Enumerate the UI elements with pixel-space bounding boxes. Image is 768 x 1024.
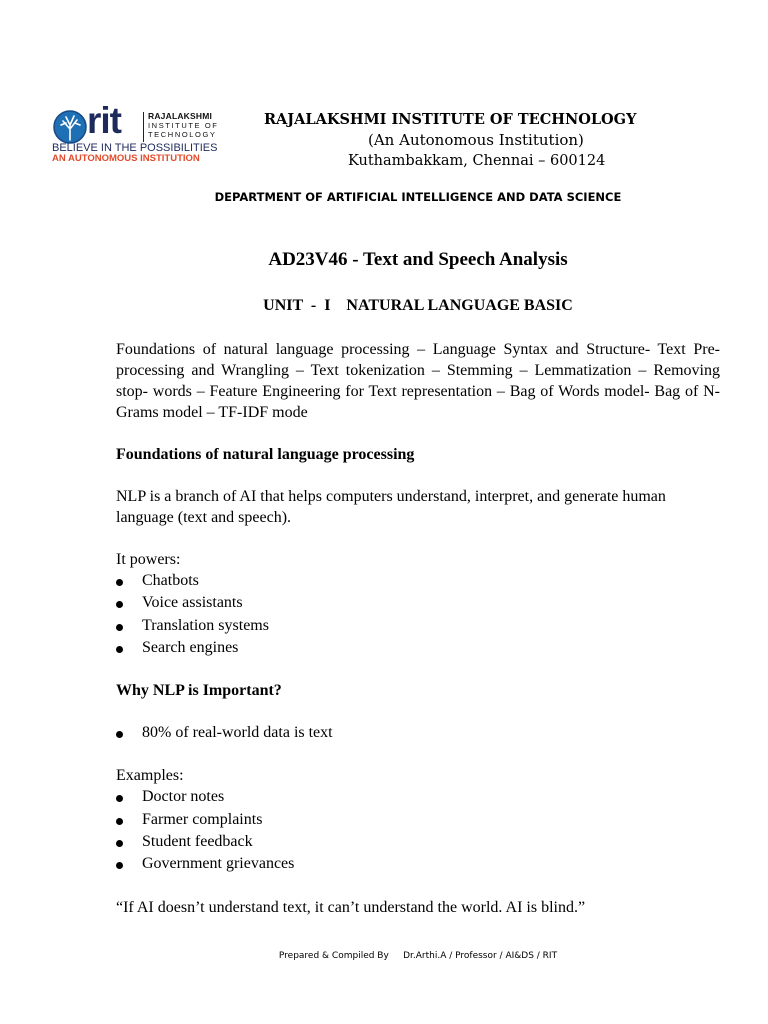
nlp-intro-paragraph: NLP is a branch of AI that helps computers understand, interpret, and generate human language (text and speech). — [116, 488, 666, 526]
course-title: AD23V46 - Text and Speech Analysis — [268, 249, 568, 270]
logo-institute-name — [148, 112, 218, 139]
section-heading-importance: Why NLP is Important? — [116, 682, 282, 700]
institute-autonomous: (An Autonomous Institution) — [368, 131, 584, 149]
institute-header — [264, 109, 664, 172]
list-item: Student feedback — [116, 831, 720, 853]
tree-emblem-icon — [52, 110, 88, 144]
list-item: Voice assistants — [116, 592, 720, 614]
list-item: Translation systems — [116, 615, 720, 637]
unit-title: UNIT - I NATURAL LANGUAGE BASIC — [263, 297, 573, 314]
logo-brand: rit — [87, 100, 121, 141]
list-item: Search engines — [116, 637, 720, 659]
powers-list — [116, 570, 720, 659]
list-item: Chatbots — [116, 570, 720, 592]
list-item: Government grievances — [116, 853, 720, 875]
list-item: Farmer complaints — [116, 809, 720, 831]
institute-name: RAJALAKSHMI INSTITUTE OF TECHNOLOGY — [264, 111, 637, 128]
logo-line3: TECHNOLOGY — [148, 130, 217, 139]
quote-paragraph: “If AI doesn’t understand text, it can’t understand the world. AI is blind.” — [116, 898, 586, 916]
page-footer: Prepared & Compiled By Dr.Arthi.A / Professor / AI&DS / RIT — [278, 951, 558, 961]
institute-logo — [52, 100, 227, 164]
syllabus-paragraph: Foundations of natural language processing – Language Syntax and Structure- Text Pre-processing and Wrangling – Text tokenization – Stemming – Lemmatization – Removing stop- words – Feature Engineering for Text representation – Bag of Words model- Bag of N-Grams model – TF-IDF mode — [116, 341, 720, 421]
logo-line1: RAJALAKSHMI — [148, 111, 213, 121]
logo-divider — [143, 112, 144, 142]
examples-label: Examples: — [116, 767, 184, 785]
logo-tagline: BELIEVE IN THE POSSIBILITIES — [52, 142, 218, 154]
logo-status: AN AUTONOMOUS INSTITUTION — [52, 153, 200, 164]
document-body — [116, 339, 720, 918]
examples-list — [116, 786, 720, 875]
logo-line2: INSTITUTE OF — [148, 121, 219, 130]
importance-list — [116, 722, 720, 744]
section-heading-foundations: Foundations of natural language processing — [116, 446, 415, 463]
powers-label: It powers: — [116, 551, 181, 568]
list-item: Doctor notes — [116, 786, 720, 808]
institute-address: Kuthambakkam, Chennai – 600124 — [348, 153, 606, 169]
department-title: DEPARTMENT OF ARTIFICIAL INTELLIGENCE AND DATA SCIENCE — [214, 190, 622, 204]
list-item: 80% of real-world data is text — [116, 722, 720, 744]
